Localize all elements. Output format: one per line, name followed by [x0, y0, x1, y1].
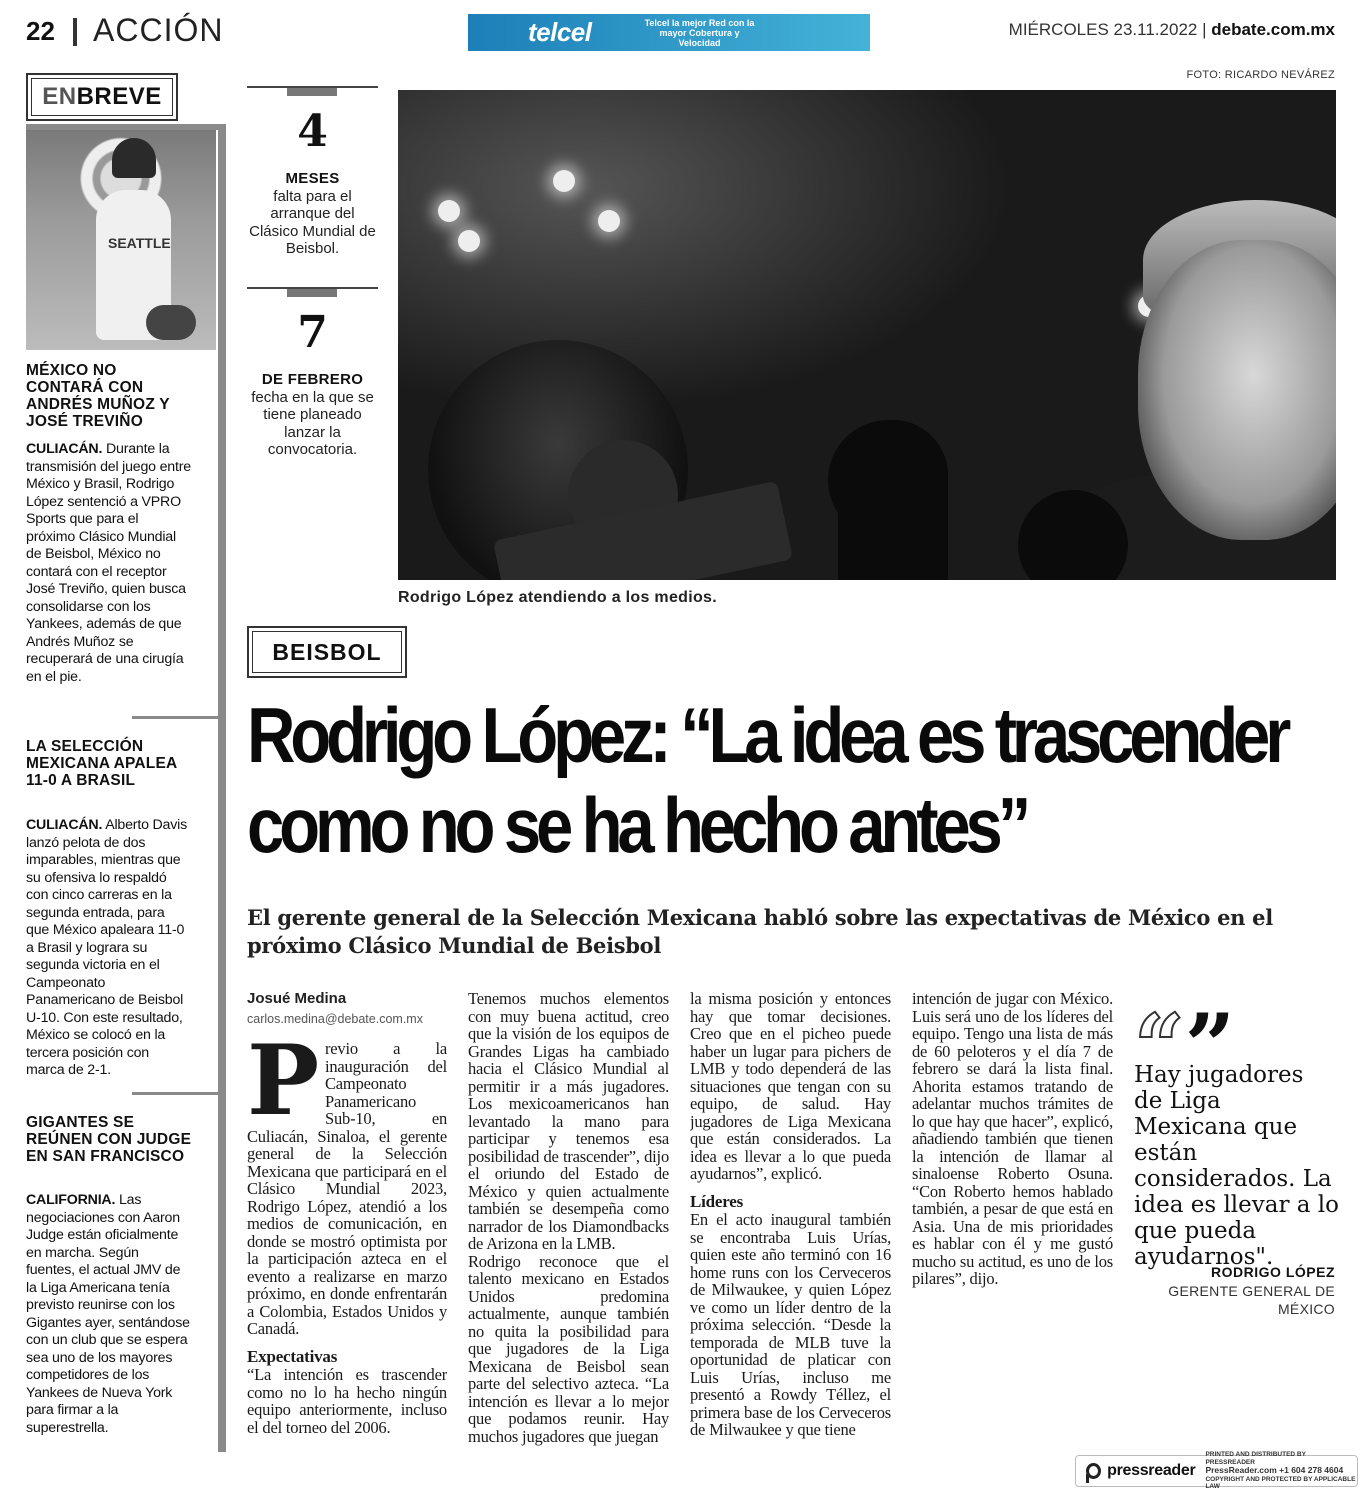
- main-press-photo: [398, 90, 1336, 580]
- section-title: ACCIÓN: [93, 12, 224, 48]
- microphone: [838, 420, 948, 580]
- paragraph-3-continued: la misma posición y entonces hay que tomar decisiones. Creo que en el picheo puede haber un lugar para pichers de LMB y todo dependerá de las situaciones que tengan con su equipo, de salud. Hay jugadores de Liga Mexicana que están considerados. La idea es llevar a lo que pueda ayudarnos”, explicó.: [690, 990, 891, 1183]
- stat-desc-1: falta para el arranque del Clásico Mundial de Beisbol.: [249, 187, 376, 257]
- article-column-3: [690, 990, 891, 1450]
- section-kicker: BEISBOL: [247, 626, 407, 678]
- paragraph-1: revio a la inauguración del Campeonato Panamericano Sub-10, en Culiacán, Sinaloa, el gerente general de la Selección Mexicana que participará en el Clásico Mundial 2023, Rodrigo López, atendió a los medios de comunicación, en donde se mostró optimista por la participación azteca en el evento a realizarse en marzo próximo, en donde enfrentarán a Colombia, Estados Unidos y Canadá.: [247, 1040, 447, 1338]
- paragraph-2-continued: Tenemos muchos elementos con muy buena actitud, creo que la visión de los equipos de Grandes Ligas ha cambiado hacia el Clásico Mundial al permitir ir a más jugadores. Los mexicoamericanos han levantado la mano para participar y tenemos esa posibilidad de trascender”, dijo el oriundo del Estado de México y quien actualmente también se desempeña como narrador de los Diamondbacks de Arizona en la LMB.: [468, 990, 669, 1253]
- brief-dateline-3: CALIFORNIA.: [26, 1192, 116, 1208]
- quote-attribution-name: RODRIGO LÓPEZ: [1211, 1264, 1335, 1280]
- brief-headline-2: LA SELECCIÓN MEXICANA APALEA 11-0 A BRASIL: [26, 738, 177, 789]
- stat-label-1: MESES: [285, 170, 340, 187]
- subhead-lideres: Líderes: [690, 1191, 744, 1211]
- brief-text-1: [26, 441, 191, 686]
- quote-attribution-role: GERENTE GENERAL DE MÉXICO: [1168, 1283, 1335, 1317]
- brief-body-3: Las negociaciones con Aaron Judge están oficialmente en marcha. Según fuentes, el actual JMV de la Liga Americana tenía previsto reunirse con los Gigantes ayer, sentándose con un club que se espera sea uno de los mayores competidores de los Yankees de Nueva York para firmar a la superestrella.: [26, 1192, 190, 1436]
- paragraph-4-continued: intención de jugar con México. Luis será uno de los líderes del equipo. Tengo una lista de más de 60 peloteros y el día 7 de febrero se dará la lista final. Ahorita estamos tratando de adelantar muchos trámites de lo que hay que hacer”, explicó, añadiendo también que tienen la intención de llamar al sinaloense Roberto Osuna. “Con Roberto hemos hablado también, a pesar de que está en Asia. Una de mis prioridades es hablar con él y me gustó mucho su actitud, es uno de los pilares”, dijo.: [912, 990, 1113, 1288]
- brief-text-3: [26, 1192, 191, 1437]
- subject-face: [1138, 240, 1336, 540]
- en-breve-label-breve: BREVE: [76, 83, 162, 110]
- player-glove: [146, 305, 196, 340]
- stat-number-2: 7: [297, 307, 328, 358]
- brief-dateline-1: CULIACÁN.: [26, 441, 103, 457]
- article-headline: Rodrigo López: “La idea es trascender como no se ha hecho antes”: [247, 691, 1287, 869]
- quote-mark-icon: “”: [1134, 994, 1236, 1098]
- stat-rule-tab: [287, 289, 337, 297]
- brief-body-1: Durante la transmisión del juego entre México y Brasil, Rodrigo López sentenció a VPRO Sports que para el próximo Clásico Mundial de Beisbol, México no contará con el receptor José Treviño, quien busca consolidarse con los Yankees, además de que Andrés Muñoz se recuperará de una cirugía en el pie.: [26, 441, 191, 685]
- header-divider: [73, 18, 77, 46]
- baseball-player-photo: [26, 130, 216, 350]
- brief-body-2: Alberto Davis lanzó pelota de dos imparables, mientras que su ofensiva lo respaldó con cinco carreras en la segunda entrada, para que México apaleara 11-0 a Brasil y lograra su segunda victoria en el Campeonato Panamericano de Beisbol U-10. Con este resultado, México se colocó en la tercera posición con marca de 2-1.: [26, 817, 187, 1078]
- stadium-light: [598, 210, 620, 232]
- pressreader-logo-text: pressreader: [1107, 1462, 1196, 1479]
- stat-label-2: DE FEBRERO: [261, 371, 364, 388]
- pressreader-footer[interactable]: [1075, 1451, 1358, 1491]
- stadium-light: [458, 230, 480, 252]
- subhead-expectativas: Expectativas: [247, 1346, 338, 1366]
- stat-desc-2: fecha en la que se tiene planeado lanzar la convocatoria.: [251, 388, 374, 458]
- article-column-2: [468, 990, 669, 1450]
- photo-credit: FOTO: RICARDO NEVÁREZ: [1186, 69, 1335, 81]
- photo-caption: Rodrigo López atendiendo a los medios.: [398, 589, 717, 606]
- brief-headline-1: MÉXICO NO CONTARÁ CON ANDRÉS MUÑOZ Y JOSÉ TREVIÑO: [26, 362, 170, 430]
- stat-rule-tab: [287, 88, 337, 96]
- en-breve-label-en: EN: [42, 83, 77, 110]
- telcel-ad-banner[interactable]: [468, 14, 870, 51]
- author-email[interactable]: carlos.medina@debate.com.mx: [247, 1012, 423, 1026]
- stadium-light: [553, 170, 575, 192]
- brief-separator: [132, 1092, 218, 1095]
- en-breve-label: [26, 73, 178, 121]
- issue-date: MIÉRCOLES 23.11.2022 | debate.com.mx: [1008, 20, 1335, 39]
- stat-rule: [247, 86, 378, 90]
- page-number: 22: [26, 16, 55, 46]
- article-column-1: [247, 1040, 447, 1450]
- site-name[interactable]: debate.com.mx: [1211, 20, 1335, 39]
- stat-rule: [247, 287, 378, 291]
- drop-cap: P: [247, 1040, 319, 1137]
- pressreader-logo-icon: [1086, 1463, 1101, 1479]
- stadium-light: [438, 200, 460, 222]
- sidebar-vertical-rule: [218, 124, 226, 1452]
- stat-number-1: 4: [297, 106, 328, 157]
- brief-dateline-2: CULIACÁN.: [26, 817, 103, 833]
- legal-line-1: PRINTED AND DISTRIBUTED BY PRESSREADER: [1205, 1451, 1306, 1466]
- ad-brand: telcel: [528, 17, 592, 47]
- pressreader-legal: [1205, 1451, 1357, 1491]
- stat-text-2: [247, 371, 378, 459]
- pull-quote: Hay jugadores de Liga Mexicana que están considerados. La idea es llevar a lo que pueda ayudarnos".: [1134, 1062, 1340, 1270]
- brief-headline-3: GIGANTES SE REÚNEN CON JUDGE EN SAN FRANCISCO: [26, 1114, 192, 1165]
- player-cap: [112, 138, 156, 178]
- legal-line-3: COPYRIGHT AND PROTECTED BY APPLICABLE LAW: [1205, 1475, 1356, 1491]
- paragraph-2: “La intención es trascender como no lo ha hecho ningún equipo anteriormente, incluso el del torneo del 2006.: [247, 1365, 447, 1437]
- paragraph-3: Rodrigo reconoce que el talento mexicano en Estados Unidos predomina actualmente, aunque también no quita la posibilidad para que jugadores de la Liga Mexicana de Beisbol sean parte del selectivo azteca. “La intención es llevar a lo mejor que podamos reunir. Hay muchos jugadores que juegan: [468, 1251, 669, 1446]
- author-name: Josué Medina: [247, 990, 347, 1007]
- brief-text-2: [26, 817, 191, 1080]
- stat-text-1: [247, 170, 378, 258]
- legal-line-2: PressReader.com +1 604 278 4604: [1205, 1465, 1344, 1476]
- date-text: MIÉRCOLES 23.11.2022: [1008, 20, 1198, 39]
- brief-separator: [132, 716, 218, 719]
- jersey-lettering: SEATTLE: [108, 235, 171, 251]
- paragraph-4: En el acto inaugural también se encontraba Luis Urías, quien este año terminó con 16 home runs con los Cerveceros de Milwaukee, y quien López ve como un líder dentro de la próxima selección. “Desde la temporada de MLB tuve la oportunidad de platicar con Luis Urías, incluso me presentó a Rowdy Téllez, el primera base de los Cerveceros de Milwaukee y que tiene: [690, 1210, 891, 1439]
- article-column-4: [912, 990, 1113, 1450]
- article-deck: El gerente general de la Selección Mexicana habló sobre las expectativas de México en el próximo Clásico Mundial de Beisbol: [247, 905, 1273, 958]
- ad-tagline: Telcel la mejor Red con la mayor Cobertura y Velocidad: [644, 17, 755, 48]
